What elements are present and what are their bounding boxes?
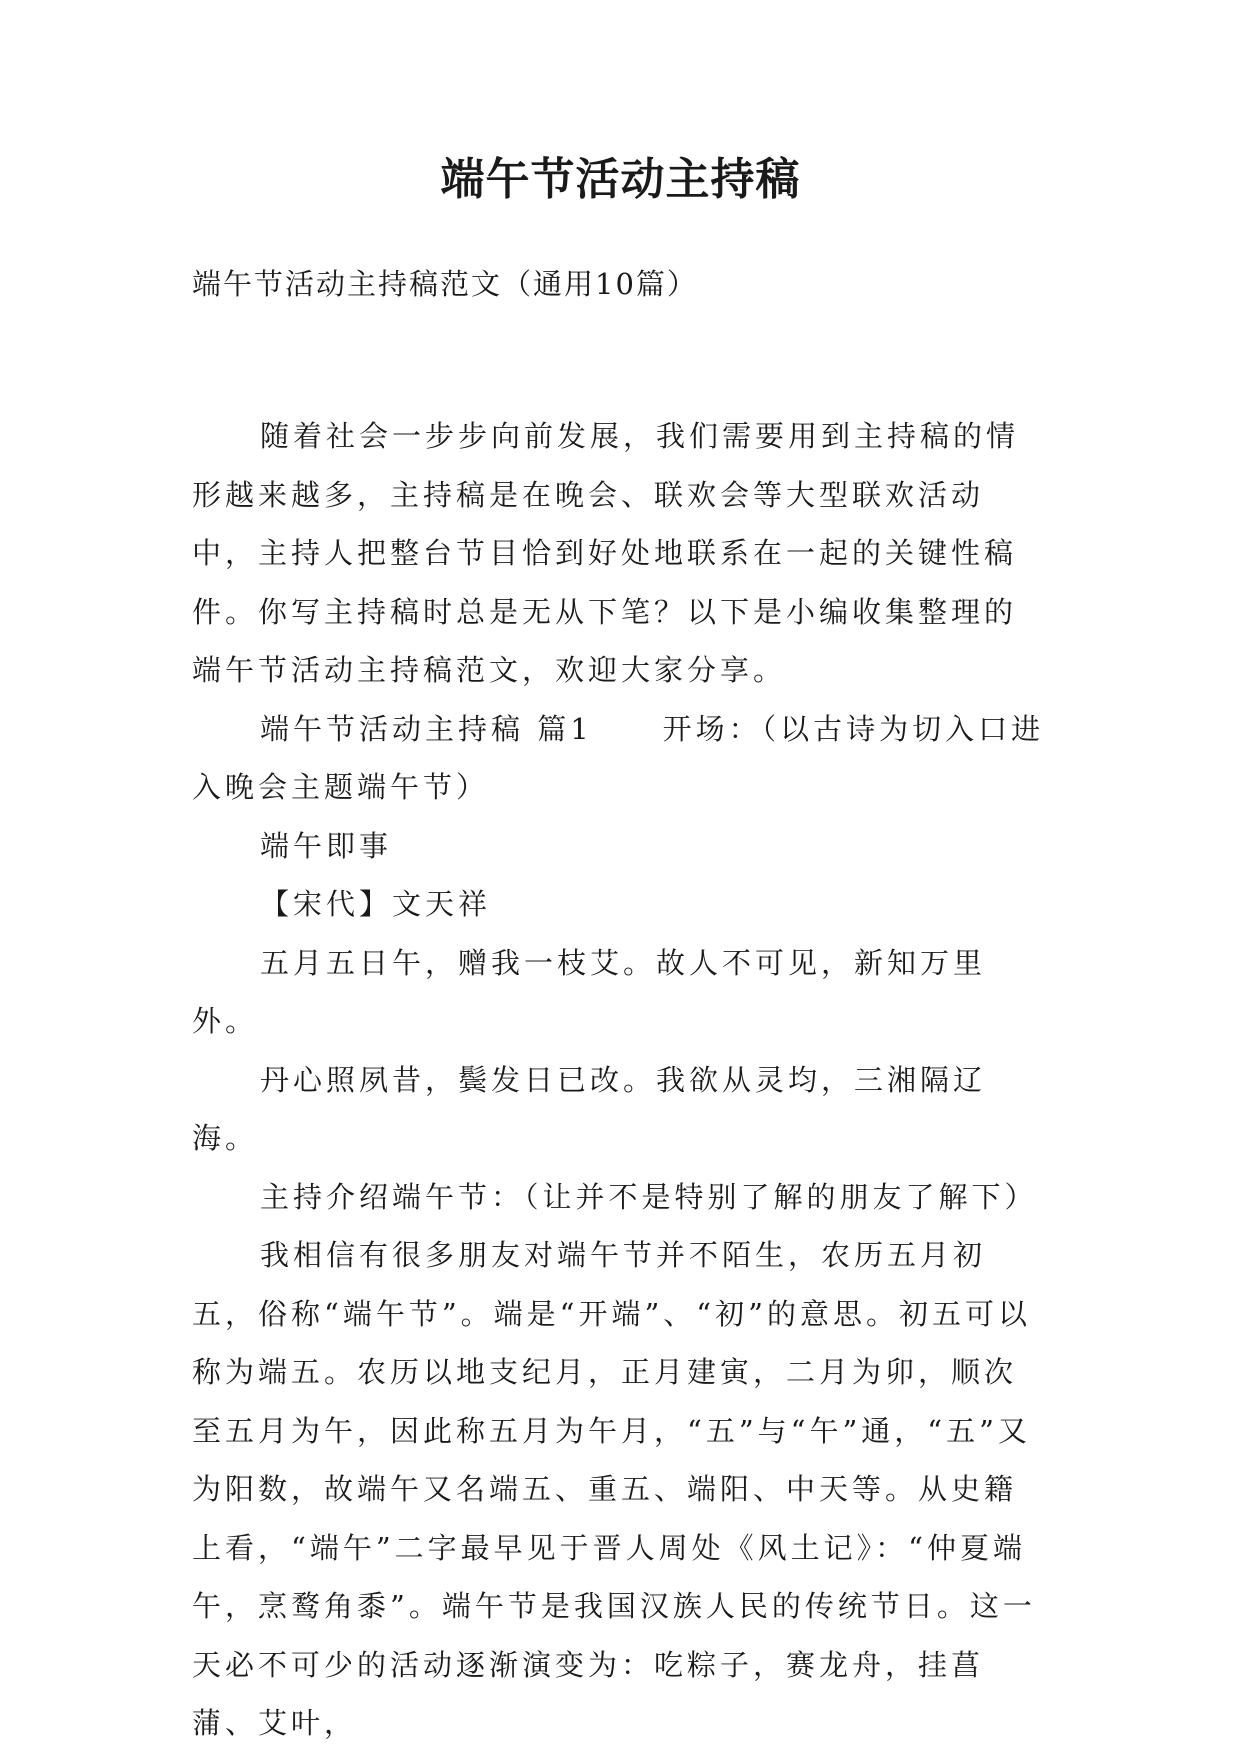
intro-paragraph: 随着社会一步步向前发展，我们需要用到主持稿的情形越来越多，主持稿是在晚会、联欢会等大型联欢活动中，主持人把整台节目恰到好处地联系在一起的关键性稿件。你写主持稿时总是无从下笔？以下是小编收集整理的端午节活动主持稿范文，欢迎大家分享。 <box>192 419 1020 687</box>
poem-line: 五月五日午，赠我一枝艾。故人不可见，新知万里外。 <box>192 945 987 1038</box>
section-1-heading: 端午节活动主持稿 篇1 <box>260 711 593 746</box>
document-subtitle: 端午节活动主持稿范文（通用10篇） <box>192 267 698 301</box>
document-body <box>192 407 1047 1753</box>
host-intro-heading: 主持介绍端午节：（让并不是特别了解的朋友了解下） <box>260 1179 1038 1214</box>
section-1-opening-text: 开场：（以古诗为切入口进入晚会主题端午节） <box>192 711 1045 804</box>
poem-author: 【宋代】文天祥 <box>260 887 492 921</box>
festival-intro-paragraph: 我相信有很多朋友对端午节并不陌生，农历五月初五，俗称“端午节”。端是“开端”、“初”的意思。初五可以称为端五。农历以地支纪月，正月建寅，二月为卯，顺次至五月为午，因此称五月为午月，“五”与“午”通，“五”又为阳数，故端午又名端五、重五、端阳、中天等。从史籍上看，“端午”二字最早见于晋人周处《风土记》：“仲夏端午，烹鹜角黍”。端午节是我国汉族人民的传统节日。这一天必不可少的活动逐渐演变为：吃粽子，赛龙舟，挂菖蒲、艾叶， <box>192 1238 1036 1740</box>
section-1-opening <box>192 700 1047 817</box>
poem-title: 端午即事 <box>260 828 393 863</box>
document-title: 端午节活动主持稿 <box>440 154 801 205</box>
poem-line: 丹心照夙昔，鬓发日已改。我欲从灵均，三湘隔辽海。 <box>192 1062 987 1155</box>
